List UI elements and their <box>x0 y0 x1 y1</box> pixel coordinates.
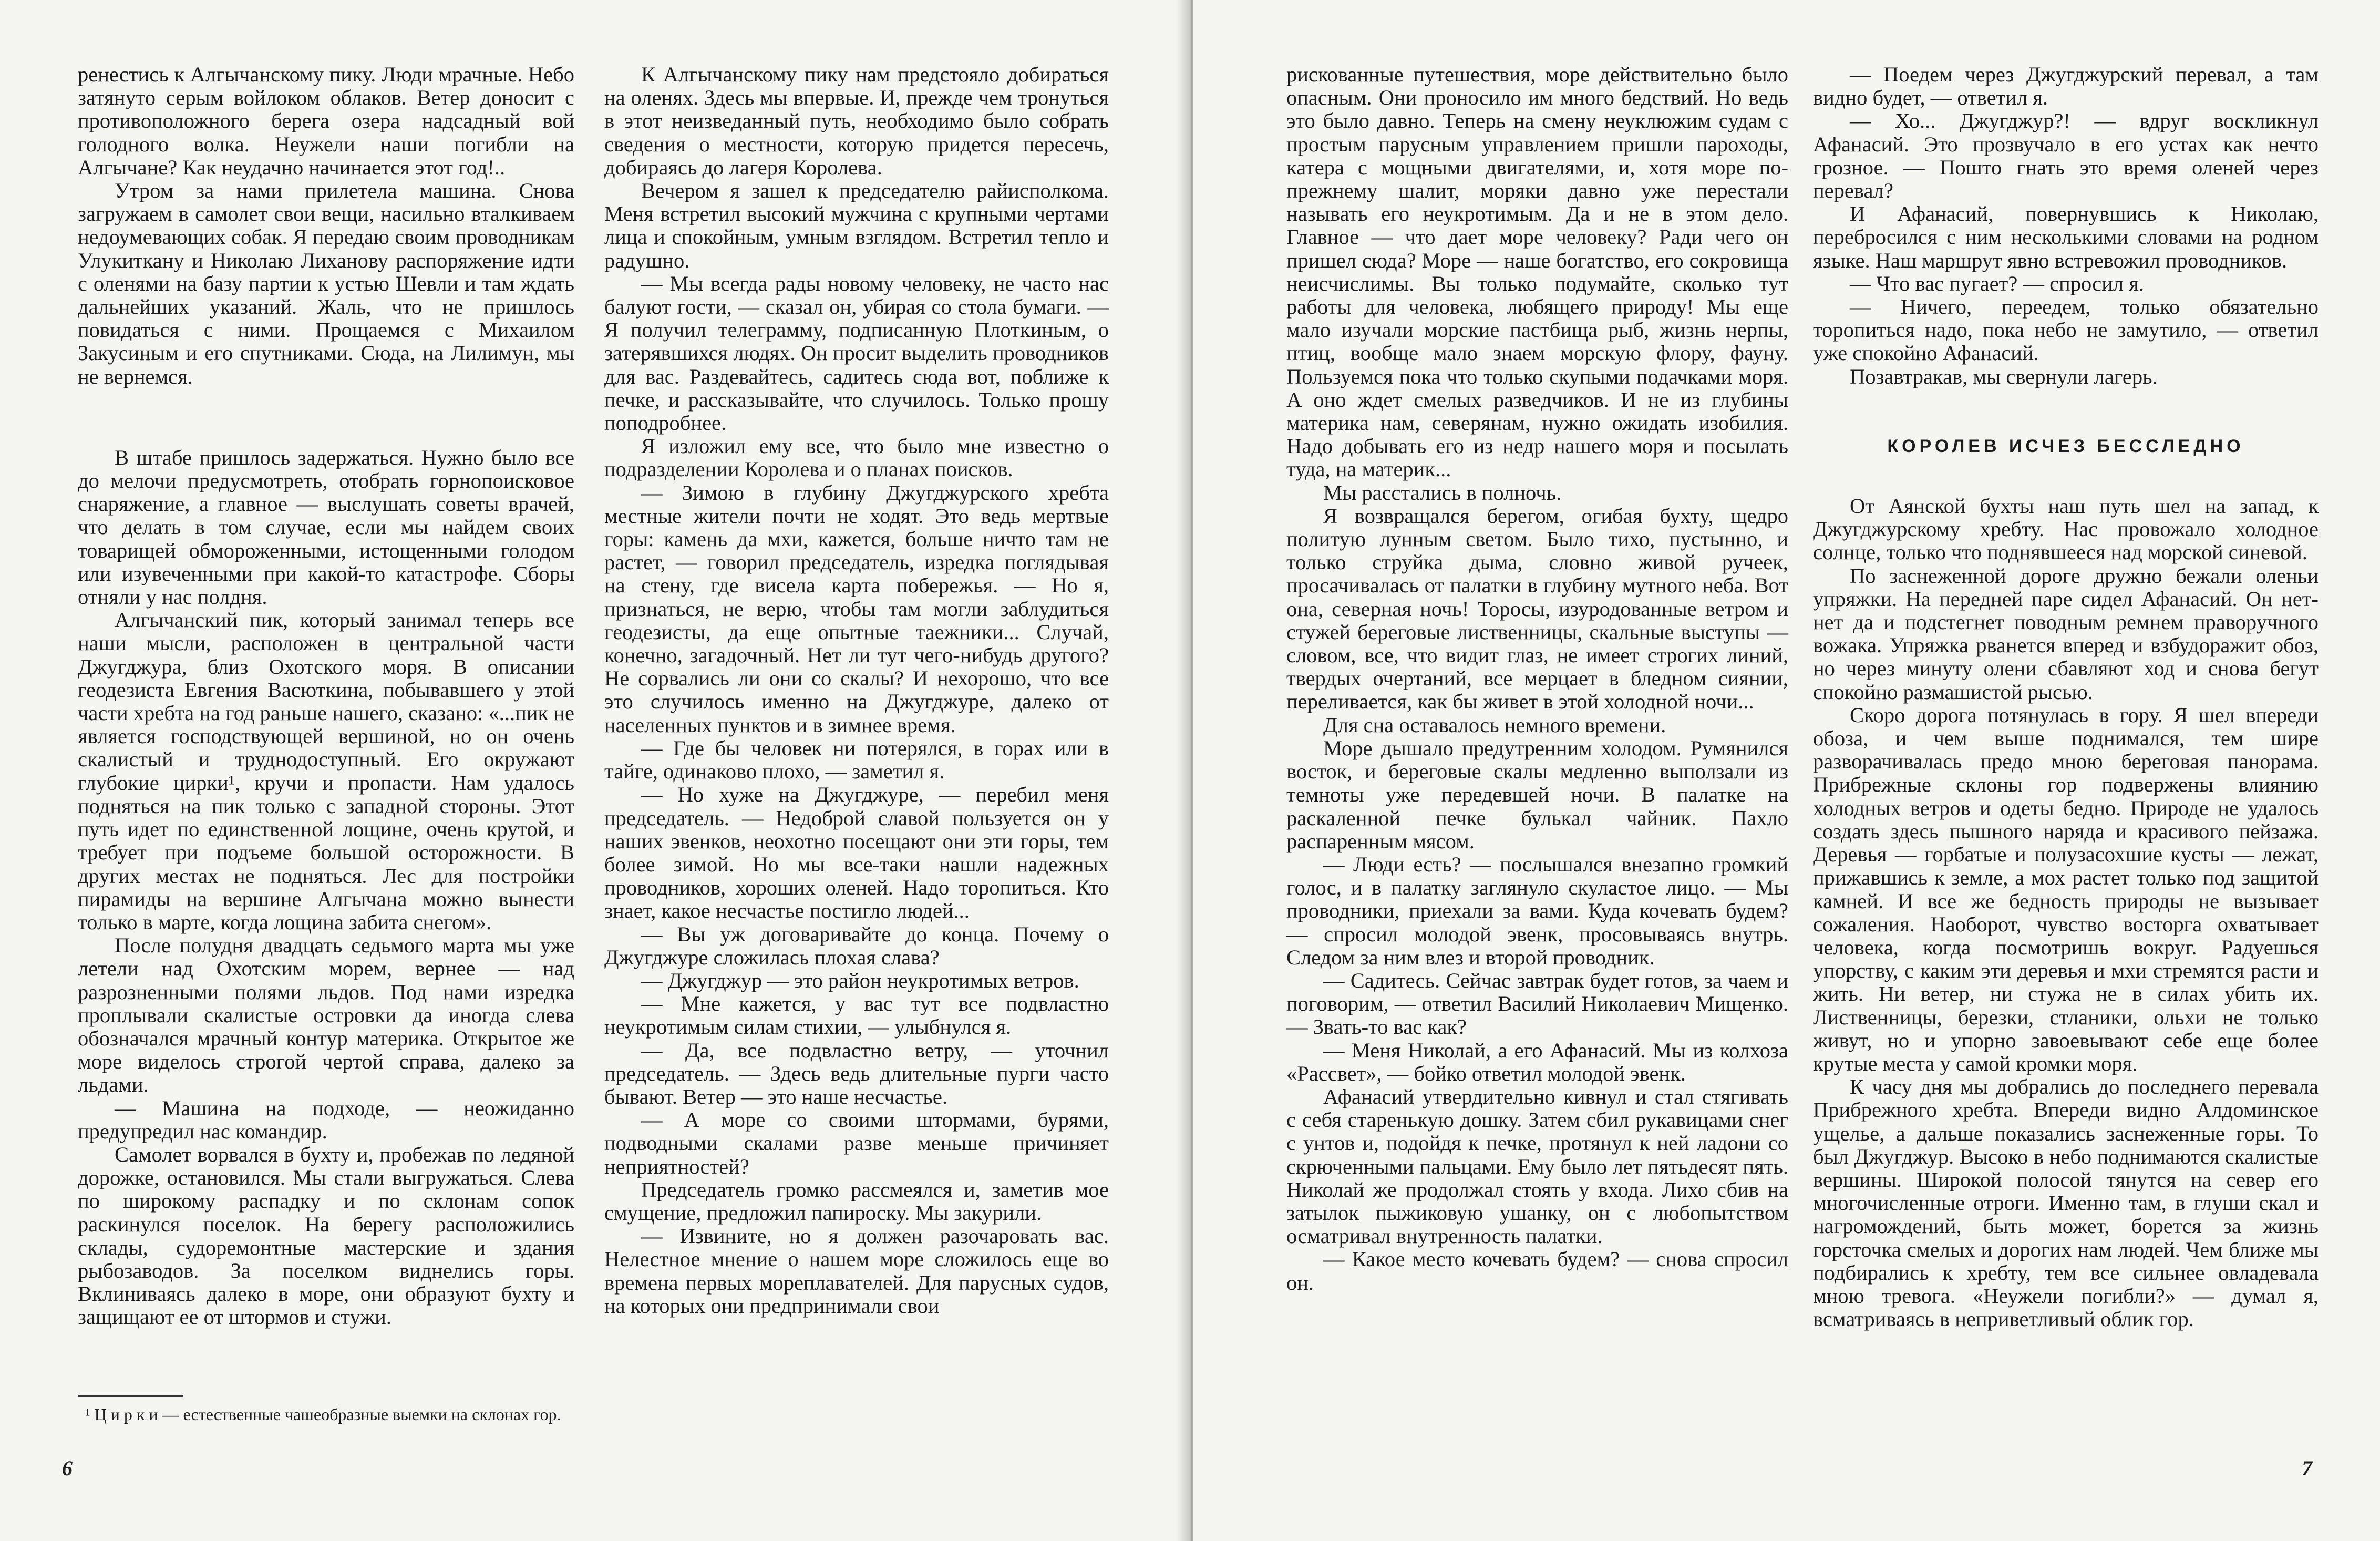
paragraph: — А море со своими штормами, бурями, подводными скалами разве меньше причиняет неприятностей? <box>604 1108 1109 1178</box>
right-page-column-2 <box>1813 63 2319 1331</box>
paragraph: — Извините, но я должен разочаровать вас. Нелестное мнение о нашем море сложилось еще во времена первых мореплавателей. Для парусных судов, на которых они предпринимали свои <box>604 1224 1109 1318</box>
paragraph: — Зимою в глубину Джугджурского хребта местные жители почти не ходят. Это ведь мертвые горы: камень да мхи, кажется, больше ничто там не растет, — говорил председатель, изредка поглядывая на стену, где висела карта побережья. — Но я, признаться, не верю, чтобы там могли заблудиться геодезисты, да еще опытные таежники... Случай, конечно, загадочный. Нет ли тут чего-нибудь другого? Не сорвались ли они со скалы? И нехорошо, что все это случилось именно на Джугджуре, далеко от населенных пунктов и в зимнее время. <box>604 480 1109 737</box>
paragraph: — Садитесь. Сейчас завтрак будет готов, за чаем и поговорим, — ответил Василий Николаевич Мищенко. — Звать-то вас как? <box>1286 968 1788 1039</box>
paragraph: — Да, все подвластно ветру, — уточнил председатель. — Здесь ведь длительные пурги часто бывают. Ветер — это наше несчастье. <box>604 1038 1109 1108</box>
paragraph: — Какое место кочевать будем? — снова спросил он. <box>1286 1247 1788 1295</box>
paragraph: — Поедем через Джугджурский перевал, а там видно будет, — ответил я. <box>1813 63 2319 110</box>
footnote: ¹ Ц и р к и — естественные чашеобразные выемки на склонах гор. <box>85 1405 561 1424</box>
paragraph: Самолет ворвался в бухту и, пробежав по ледяной дорожке, остановился. Мы стали выгружаться. Слева по широкому распадку и по склонам сопок раскинулся поселок. На берегу расположились склады, судоремонтные мастерские и здания рыбозаводов. За поселком виднелись горы. Вклиниваясь далеко в море, они образуют бухту и защищают ее от штормов и стужи. <box>78 1142 574 1329</box>
paragraph: К Алгычанскому пику нам предстояло добираться на оленях. Здесь мы впервые. И, прежде чем тронуться в этот неизведанный путь, необходимо было собрать сведения о местности, которую придется пересечь, добираясь до лагеря Королева. <box>604 63 1109 179</box>
paragraph: Я изложил ему все, что было мне известно о подразделении Королева и о планах поисков. <box>604 434 1109 481</box>
paragraph: Скоро дорога потянулась в гору. Я шел впереди обоза, и чем выше поднимался, тем шире разворачивалась предо мною береговая панорама. Прибрежные склоны гор подвержены влиянию холодных ветров и одеты бедно. Природе не удалось создать здесь пышного наряда и красивого пейзажа. Деревья — горбатые и полузасохшие кусты — лежат, прижавшись к земле, а мох растет только под защитой камней. И все же бедность природы не вызывает сожаления. Наоборот, чувство восторга охватывает человека, когда посмотришь вокруг. Радуешься упорству, с каким эти деревья и мхи стремятся расти и жить. Ни ветер, ни стужа не в силах убить их. Лиственницы, березки, стланики, ольхи не только живут, но и упорно завоевывают себе еще более крутые места у самой кромки моря. <box>1813 703 2319 1075</box>
paragraph: — Но хуже на Джугджуре, — перебил меня председатель. — Недоброй славой пользуется он у наших эвенков, неохотно посещают они эти горы, тем более зимой. Но мы все-таки нашли надежных проводников, хороших оленей. Надо торопиться. Кто знает, какое несчастье постигло людей... <box>604 783 1109 923</box>
right-page-column-1 <box>1286 63 1788 1295</box>
paragraph: рискованные путешествия, море действительно было опасным. Они проносило им много бедствий. Но ведь это было давно. Теперь на смену неуклюжим судам с простым парусным управлением пришли пароходы, катера с мощными двигателями, и, хотя море по-прежнему шалит, моряки давно уже перестали называть его неукротимым. Да и не в этом дело. Главное — что дает море человеку? Ради чего он пришел сюда? Море — наше богатство, его сокровища неисчислимы. Вы только подумайте, сколько тут работы для человека, любящего природу! Мы еще мало изучали морские пастбища рыб, жизнь нерпы, птиц, вообще мало знаем морскую флору, фауну. Пользуемся пока что только скупыми подачками моря. А оно ждет смелых разведчиков. И не из глубины материка нам, северянам, нужно ожидать изобилия. Надо добывать его из недр нашего моря и посылать туда, на материк... <box>1286 63 1788 481</box>
paragraph: В штабе пришлось задержаться. Нужно было все до мелочи предусмотреть, отобрать горнопоисковое снаряжение, а главное — выслушать советы врачей, что делать в том случае, если мы найдем своих товарищей обмороженными, истощенными голодом или изувеченными при какой-то катастрофе. Сборы отняли у нас полдня. <box>78 445 574 609</box>
paragraph: Я возвращался берегом, огибая бухту, щедро политую лунным светом. Было тихо, пустынно, и только струйка дыма, словно живой ручеек, просачивалась от палатки в глубину мутного неба. Вот она, северная ночь! Торосы, изуродованные ветром и стужей береговые лиственницы, скальные выступы — словом, все, что видит глаз, не имеет строгих линий, твердых очертаний, все мерцает в бледном сиянии, переливается, как бы живет в этой холодной ночи... <box>1286 504 1788 714</box>
paragraph: По заснеженной дороге дружно бежали оленьи упряжки. На передней паре сидел Афанасий. Он нет-нет да и подстегнет поводным ремнем праворучного вожака. Упряжка рванется вперед и взбудоражит обоз, но через минуту олени сбавляют ход и снова бегут спокойно размашистой рысью. <box>1813 563 2319 704</box>
left-page-column-2 <box>604 63 1109 1318</box>
left-page <box>0 0 1189 1541</box>
paragraph: — Где бы человек ни потерялся, в горах или в тайге, одинаково плохо, — заметил я. <box>604 736 1109 784</box>
section-heading: КОРОЛЕВ ИСЧЕЗ БЕССЛЕДНО <box>1887 436 2244 456</box>
paragraph: После полудня двадцать седьмого марта мы уже летели над Охотским морем, вернее — над разрозненными полями льдов. Под нами изредка проплывали скалистые островки да иногда слева обозначался мрачный контур материка. Открытое же море виделось строгой чертой справа, далеко за льдами. <box>78 933 574 1097</box>
paragraph: Море дышало предутренним холодом. Румянился восток, и береговые скалы медленно выползали из темноты уже передевшей ночи. В палатке на раскаленной печке булькал чайник. Пахло распаренным мясом. <box>1286 736 1788 853</box>
paragraph: К часу дня мы добрались до последнего перевала Прибрежного хребта. Впереди видно Алдоминское ущелье, а дальше показались заснеженные горы. То был Джугджур. Высоко в небо поднимаются скалистые вершины. Широкой полосой тянутся на север его многочисленные отроги. Именно там, в глуши скал и нагромождений, быть может, борется за жизнь горсточка смелых и дорогих нам людей. Чем ближе мы подбирались к хребту, тем все сильнее овладевала мною тревога. «Неужели погибли?» — думал я, всматриваясь в неприветливый облик гор. <box>1813 1075 2319 1331</box>
paragraph: Вечером я зашел к председателю райисполкома. Меня встретил высокий мужчина с крупными чертами лица и спокойным, умным взглядом. Встретил тепло и радушно. <box>604 179 1109 272</box>
paragraph: — Джугджур — это район неукротимых ветров. <box>641 968 1079 992</box>
paragraph: — Меня Николай, а его Афанасий. Мы из колхоза «Рассвет», — бойко ответил молодой эвенк. <box>1286 1038 1788 1085</box>
page-number: 7 <box>2302 1456 2312 1480</box>
paragraph: — Вы уж договаривайте до конца. Почему о Джугджуре сложилась плохая слава? <box>604 922 1109 969</box>
paragraph: Афанасий утвердительно кивнул и стал стягивать с себя старенькую дошку. Затем сбил рукавицами снег с унтов и, подойдя к печке, протянул к ней ладони со скрюченными пальцами. Ему было лет пятьдесят пять. Николай же продолжал стоять у входа. Лихо сбив на затылок пыжиковую ушанку, он с любопытством осматривал внутренность палатки. <box>1286 1084 1788 1248</box>
paragraph: — Ничего, переедем, только обязательно торопиться надо, пока небо не замутило, — ответил уже спокойно Афанасий. <box>1813 295 2319 365</box>
paragraph: Председатель громко рассмеялся и, заметив мое смущение, предложил папироску. Мы закурили. <box>604 1177 1109 1225</box>
paragraph: И Афанасий, повернувшись к Николаю, перебросился с ним несколькими словами на родном языке. Наш маршрут явно встревожил проводников. <box>1813 202 2319 272</box>
paragraph: ренестись к Алгычанскому пику. Люди мрачные. Небо затянуто серым войлоком облаков. Ветер доносит с противоположного берега озера надсадный вой голодного волка. Неужели наши погибли на Алгычане? Как неудачно начинается этот год!.. <box>78 63 574 179</box>
paragraph: От Аянской бухты наш путь шел на запад, к Джугджурскому хребту. Нас провожало холодное солнце, только что поднявшееся над морской синевой. <box>1813 494 2319 564</box>
footnote-rule <box>78 1395 183 1397</box>
page-number: 6 <box>62 1456 73 1480</box>
paragraph: — Мы всегда рады новому человеку, не часто нас балуют гости, — сказал он, убирая со стола бумаги. — Я получил телеграмму, подписанную Плоткиным, о затерявшихся людях. Он просит выделить проводников для вас. Раздевайтесь, садитесь сюда вот, поближе к печке, и рассказывайте, что случилось. Только прошу поподробнее. <box>604 271 1109 435</box>
paragraph: — Машина на подходе, — неожиданно предупредил нас командир. <box>78 1096 574 1143</box>
paragraph: — Люди есть? — послышался внезапно громкий голос, и в палатку заглянуло скуластое лицо. — Мы проводники, приехали за вами. Куда кочевать будем? — спросил молодой эвенк, просовываясь внутрь. Следом за ним влез и второй проводник. <box>1286 852 1788 969</box>
left-page-column-1 <box>78 63 574 1329</box>
paragraph: Для сна оставалось немного времени. <box>1323 713 1666 737</box>
paragraph: — Хо... Джугджур?! — вдруг воскликнул Афанасий. Это прозвучало в его устах как нечто грозное. — Пошто гнать это время оленей через перевал? <box>1813 109 2319 203</box>
paragraph: Мы расстались в полночь. <box>1323 480 1562 505</box>
paragraph: — Мне кажется, у вас тут все подвластно неукротимым силам стихии, — улыбнулся я. <box>604 992 1109 1039</box>
paragraph: Утром за нами прилетела машина. Снова загружаем в самолет свои вещи, насильно вталкиваем недоумевающих собак. Я передаю своим проводникам Улукиткану и Николаю Лиханову распоряжение идти с оленями на базу партии к устью Шевли и там ждать дальнейших указаний. Жаль, что не пришлось повидаться с ними. Прощаемся с Михаилом Закусиным и его спутниками. Сюда, на Лилимун, мы не вернемся. <box>78 179 574 388</box>
paragraph: Алгычанский пик, который занимал теперь все наши мысли, расположен в центральной части Джугджура, близ Охотского моря. В описании геодезиста Евгения Васюткина, побывавшего у этой части хребта на год раньше нашего, сказано: «...пик не является господствующей вершиной, но он очень скалистый и труднодоступный. Его окружают глубокие цирки¹, кручи и пропасти. Нам удалось подняться на пик только с западной стороны. Этот путь идет по единственной лощине, очень крутой, и требует при подъеме большой осторожности. В других местах не подняться. Лес для постройки пирамиды на вершине Алгычана можно вынести только в марте, когда лощина забита снегом». <box>78 608 574 934</box>
paragraph: Позавтракав, мы свернули лагерь. <box>1850 364 2158 388</box>
paragraph: — Что вас пугает? — спросил я. <box>1850 271 2144 295</box>
